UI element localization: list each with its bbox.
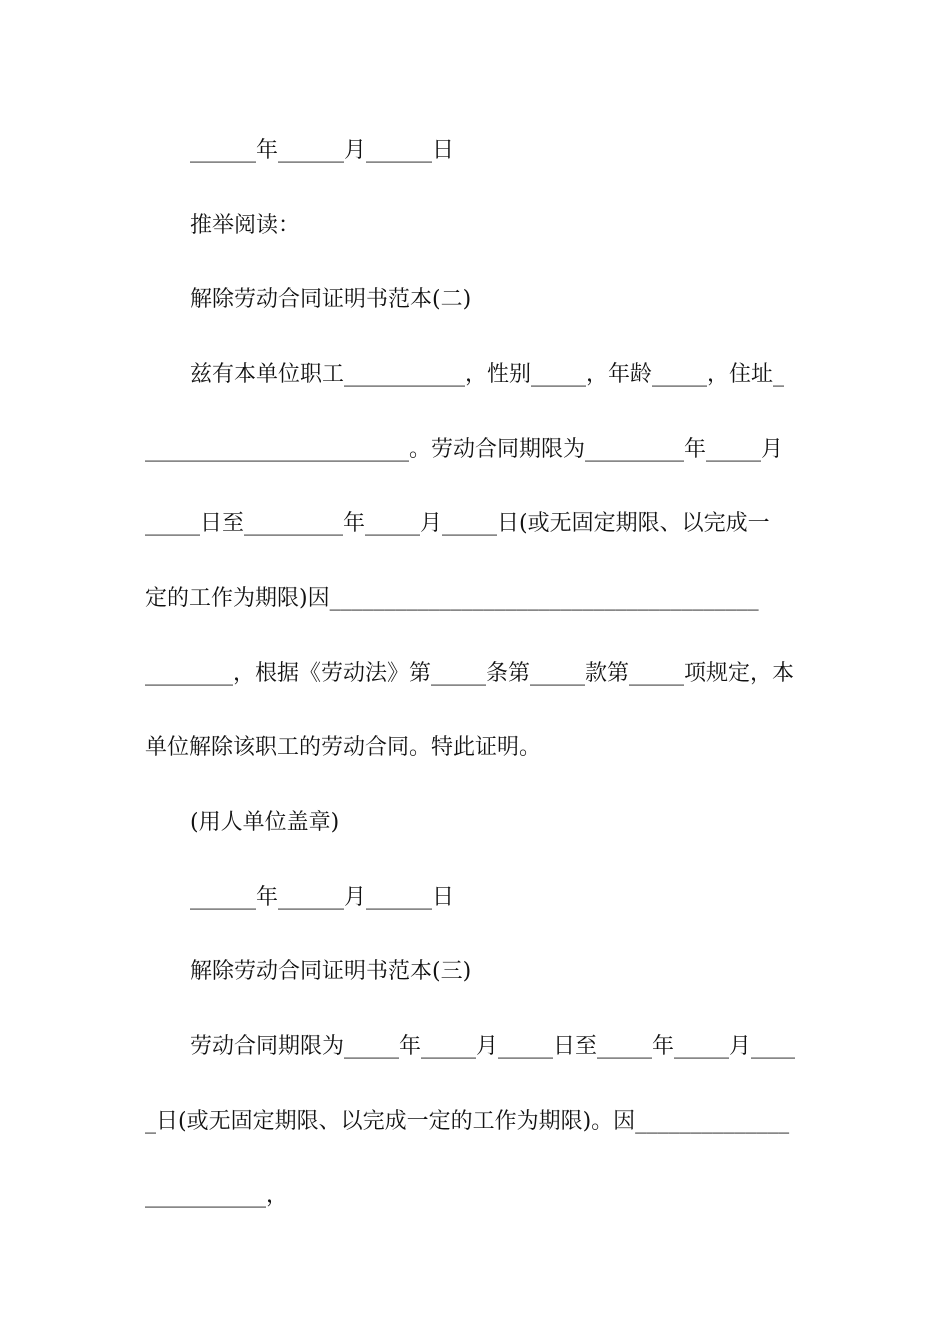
recommended-reading-heading: 推举阅读：	[190, 213, 301, 238]
template-title-three: 解除劳动合同证明书范本(三)	[190, 959, 472, 984]
paragraph-line: 定的工作为期限)因_______________________________________	[145, 586, 759, 611]
paragraph-line: _日(或无固定期限、以完成一定的工作为期限)。因______________	[145, 1109, 790, 1134]
date-line: ______年______月______日	[190, 885, 455, 910]
paragraph-line: ___________，	[145, 1183, 289, 1208]
paragraph-line: 单位解除该职工的劳动合同。特此证明。	[145, 735, 542, 760]
date-line: ______年______月______日	[190, 138, 455, 163]
employer-seal-line: (用人单位盖章)	[190, 810, 340, 835]
paragraph-line: ________，根据《劳动法》第_____条第_____款第_____项规定，本	[145, 661, 795, 686]
paragraph-line: 劳动合同期限为_____年_____月_____日至_____年_____月____	[190, 1034, 796, 1059]
paragraph-line: _____日至_________年_____月_____日(或无固定期限、以完成一	[145, 511, 770, 536]
template-title-two: 解除劳动合同证明书范本(二)	[190, 287, 472, 312]
paragraph-line: ________________________。劳动合同期限为_________年_____月	[145, 437, 784, 462]
paragraph-line: 兹有本单位职工___________，性别_____，年龄_____，住址_	[190, 362, 785, 387]
